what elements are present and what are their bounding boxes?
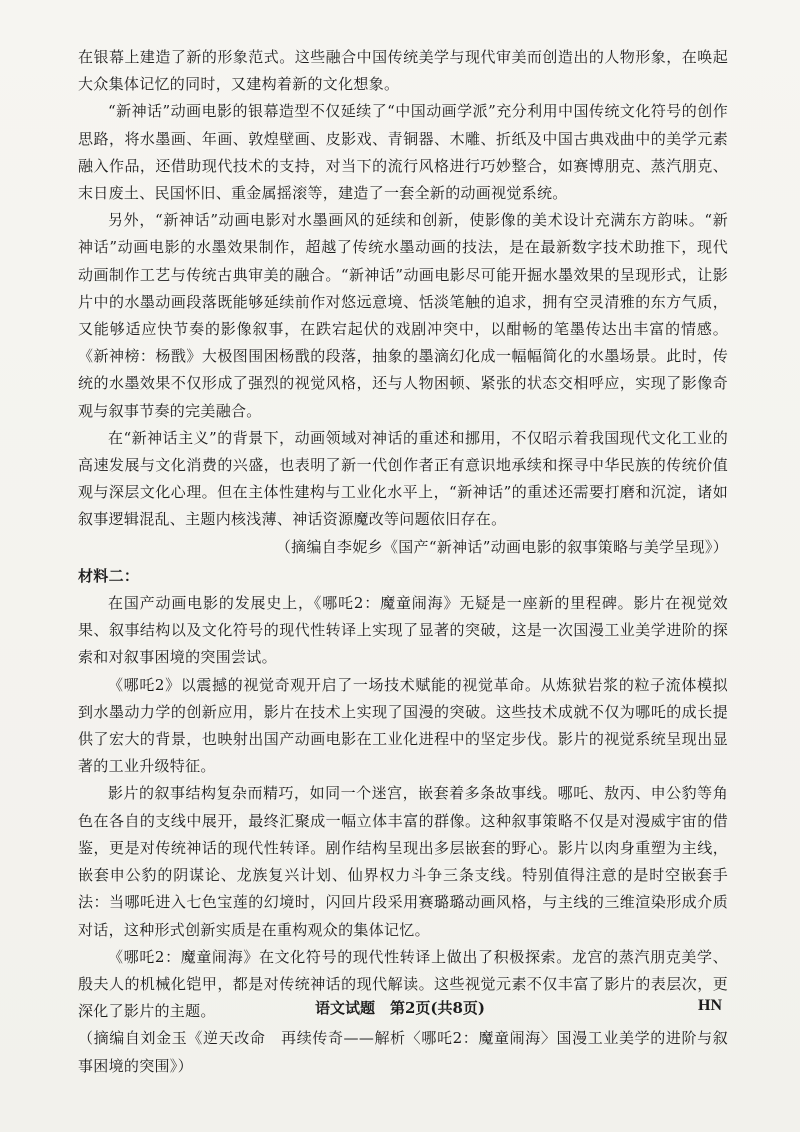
material-two-source: （摘编自刘金玉《逆天改命 再续传奇——解析〈哪吒2：魔童闹海〉国漫工业美学的进阶与叙事困境的突围》） xyxy=(78,1029,728,1075)
material-one-source: （摘编自李妮乡《国产“新神话”动画电影的叙事策略与美学呈现》） xyxy=(275,537,728,556)
article-body xyxy=(78,44,728,1080)
material-two-paragraph: 《哪吒2》以震撼的视觉奇观开启了一场技术赋能的视觉革命。从炼狱岩浆的粒子流体模拟到水墨动力学的创新应用，影片在技术上实现了国漫的突破。这些技术成就不仅为哪吒的成长提供了宏大的背景，也映射出国产动画电影在工业化进程中的坚定步伐。影片的视觉系统呈现出显著的工业升级特征。 xyxy=(78,675,728,776)
material-one-paragraph: 在“新神话主义”的背景下，动画领域对神话的重述和挪用，不仅昭示着我国现代文化工业的高速发展与文化消费的兴盛，也表明了新一代创作者正有意识地承续和探寻中华民族的传统价值观与深层文化心理。但在主体性建构与工业化水平上，“新神话”的重述还需要打磨和沉淀，诸如叙事逻辑混乱、主题内核浅薄、神话资源魔改等问题依旧存在。 xyxy=(78,428,728,529)
material-one-paragraph: “新神话”动画电影的银幕造型不仅延续了“中国动画学派”充分利用中国传统文化符号的创作思路，将水墨画、年画、敦煌壁画、皮影戏、青铜器、木雕、折纸及中国古典戏曲中的美学元素融入作品，还借助现代技术的支持，对当下的流行风格进行巧妙整合，如赛博朋克、蒸汽朋克、末日废土、民国怀旧、重金属摇滚等，建造了一套全新的动画视觉系统。 xyxy=(78,102,728,203)
material-two-paragraph: 《哪吒2：魔童闹海》在文化符号的现代性转译上做出了积极探索。龙宫的蒸汽朋克美学、殷夫人的机械化铠甲，都是对传统神话的现代解读。这些视觉元素不仅丰富了影片的表层次，更深化了影片的主题。 xyxy=(78,947,728,1021)
page-footer xyxy=(0,997,800,1025)
region-code: HN xyxy=(698,997,722,1014)
page-number-label: 语文试题 第2页(共8页) xyxy=(314,999,486,1017)
material-one-paragraph: 在银幕上建造了新的形象范式。这些融合中国传统美学与现代审美而创造出的人物形象，在唤起大众集体记忆的同时，又建构着新的文化想象。 xyxy=(78,48,728,94)
material-two-paragraph: 在国产动画电影的发展史上，《哪吒2：魔童闹海》无疑是一座新的里程碑。影片在视觉效果、叙事结构以及文化符号的现代性转译上实现了显著的突破，这是一次国漫工业美学进阶的探索和对叙事困境的突围尝试。 xyxy=(78,594,728,667)
material-two-paragraph: 影片的叙事结构复杂而精巧，如同一个迷宫，嵌套着多条故事线。哪吒、敖丙、申公豹等角色在各自的支线中展开，最终汇聚成一幅立体丰富的群像。这种叙事策略不仅是对漫威宇宙的借鉴，更是对传统神话的现代性转译。剧作结构呈现出多层嵌套的野心。影片以肉身重塑为主线，嵌套申公豹的阴谋论、龙族复兴计划、仙界权力斗争三条支线。特别值得注意的是时空嵌套手法：当哪吒进入七色宝莲的幻境时，闪回片段采用赛璐璐动画风格，与主线的三维渲染形成介质对话，这种形式创新实质是在重构观众的集体记忆。 xyxy=(78,784,728,939)
material-one-paragraph: 另外，“新神话”动画电影对水墨画风的延续和创新，使影像的美术设计充满东方韵味。“新神话”动画电影的水墨效果制作，超越了传统水墨动画的技法，是在最新数字技术助推下，现代动画制作工艺与传统古典审美的融合。“新神话”动画电影尽可能开掘水墨效果的呈现形式，让影片中的水墨动画段落既能够延续前作对悠远意境、恬淡笔触的追求，拥有空灵清雅的东方气质，又能够适应快节奏的影像叙事，在跌宕起伏的戏剧冲突中，以酣畅的笔墨传达出丰富的情感。《新神榜：杨戬》大极图围困杨戬的段落，抽象的墨滴幻化成一幅幅简化的水墨场景。此时，传统的水墨效果不仅形成了强烈的视觉风格，还与人物困顿、紧张的状态交相呼应，实现了影像奇观与叙事节奏的完美融合。 xyxy=(78,211,728,420)
material-two-heading: 材料二： xyxy=(78,566,140,585)
